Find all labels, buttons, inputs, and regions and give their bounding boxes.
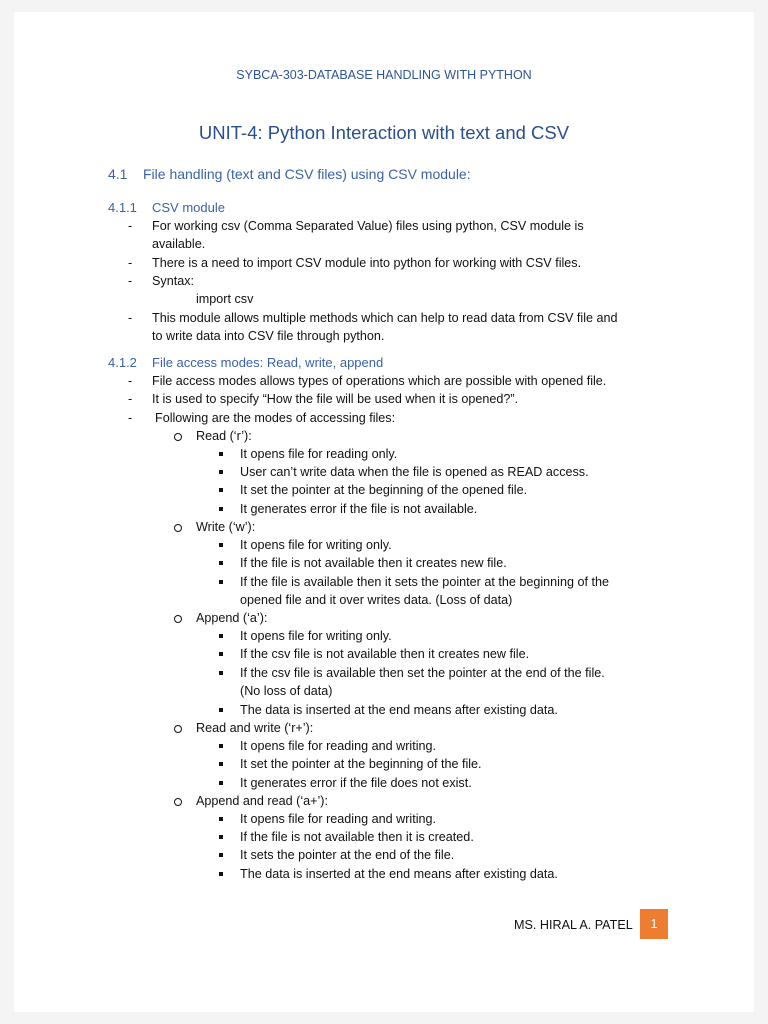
- mode-name-read: Read (‘r’):: [196, 429, 252, 443]
- square-bullet-icon: [219, 762, 223, 766]
- square-bullet-icon: [219, 781, 223, 785]
- dash-bullet: -: [128, 311, 133, 325]
- square-bullet-icon: [219, 652, 223, 656]
- list-item: There is a need to import CSV module into python for working with CSV files.: [152, 256, 582, 270]
- square-bullet-icon: [219, 853, 223, 857]
- subsection-heading-csv-module: [108, 200, 225, 215]
- square-bullet-icon: [219, 744, 223, 748]
- mode-name-write: Write (‘w’):: [196, 520, 256, 534]
- code-line: import csv: [196, 292, 254, 306]
- mode-point: It opens file for reading and writing.: [240, 812, 437, 826]
- circle-bullet-icon: [174, 725, 182, 733]
- dash-bullet: -: [128, 374, 133, 388]
- subsection-title: CSV module: [152, 200, 225, 215]
- circle-bullet-icon: [174, 524, 182, 532]
- list-item: For working csv (Comma Separated Value) files using python, CSV module is: [152, 219, 584, 233]
- square-bullet-icon: [219, 580, 223, 584]
- mode-point-continuation: opened file and it over writes data. (Loss of data): [240, 593, 513, 607]
- document-page: [14, 12, 754, 1012]
- circle-bullet-icon: [174, 798, 182, 806]
- mode-point: If the file is not available then it is created.: [240, 830, 474, 844]
- square-bullet-icon: [219, 634, 223, 638]
- subsection-number: 4.1.2: [108, 355, 137, 370]
- mode-point: If the csv file is available then set the pointer at the end of the file.: [240, 666, 605, 680]
- mode-name-read-write: Read and write (‘r+’):: [196, 721, 314, 735]
- mode-point: The data is inserted at the end means after existing data.: [240, 703, 558, 717]
- list-item: This module allows multiple methods which can help to read data from CSV file and: [152, 311, 618, 325]
- list-item: File access modes allows types of operations which are possible with opened file.: [152, 374, 607, 388]
- footer-author: MS. HIRAL A. PATEL: [514, 918, 633, 932]
- mode-point: It generates error if the file does not exist.: [240, 776, 472, 790]
- mode-point-continuation: (No loss of data): [240, 684, 333, 698]
- mode-point: If the csv file is not available then it creates new file.: [240, 647, 530, 661]
- list-item-continuation: available.: [152, 237, 206, 251]
- mode-point: It opens file for writing only.: [240, 629, 392, 643]
- square-bullet-icon: [219, 671, 223, 675]
- mode-point: It set the pointer at the beginning of the opened file.: [240, 483, 528, 497]
- mode-point: It generates error if the file is not available.: [240, 502, 478, 516]
- square-bullet-icon: [219, 561, 223, 565]
- dash-bullet: -: [128, 274, 133, 288]
- dash-bullet: -: [128, 256, 133, 270]
- page-number-badge: 1: [640, 909, 668, 939]
- mode-point: It opens file for reading and writing.: [240, 739, 437, 753]
- mode-point: If the file is not available then it creates new file.: [240, 556, 507, 570]
- mode-point: If the file is available then it sets the pointer at the beginning of the: [240, 575, 609, 589]
- mode-point: It opens file for reading only.: [240, 447, 398, 461]
- list-item: It is used to specify “How the file will be used when it is opened?”.: [152, 392, 519, 406]
- square-bullet-icon: [219, 817, 223, 821]
- dash-bullet: -: [128, 411, 133, 425]
- section-heading: [108, 166, 471, 182]
- mode-point: The data is inserted at the end means after existing data.: [240, 867, 558, 881]
- mode-point: User can’t write data when the file is opened as READ access.: [240, 465, 589, 479]
- section-title: File handling (text and CSV files) using CSV module:: [143, 166, 471, 182]
- list-item: Following are the modes of accessing files:: [155, 411, 396, 425]
- mode-name-append-read: Append and read (‘a+’):: [196, 794, 328, 808]
- square-bullet-icon: [219, 507, 223, 511]
- circle-bullet-icon: [174, 615, 182, 623]
- page-title: UNIT-4: Python Interaction with text and CSV: [198, 122, 570, 143]
- square-bullet-icon: [219, 708, 223, 712]
- dash-bullet: -: [128, 392, 133, 406]
- dash-bullet: -: [128, 219, 133, 233]
- square-bullet-icon: [219, 872, 223, 876]
- square-bullet-icon: [219, 452, 223, 456]
- mode-name-append: Append (‘a’):: [196, 611, 268, 625]
- square-bullet-icon: [219, 543, 223, 547]
- running-header: SYBCA-303-DATABASE HANDLING WITH PYTHON: [236, 68, 532, 82]
- subsection-title: File access modes: Read, write, append: [152, 355, 384, 370]
- section-number: 4.1: [108, 166, 128, 182]
- mode-point: It sets the pointer at the end of the file.: [240, 848, 455, 862]
- list-item: Syntax:: [152, 274, 194, 288]
- square-bullet-icon: [219, 835, 223, 839]
- subsection-number: 4.1.1: [108, 200, 137, 215]
- subsection-heading-access-modes: [108, 355, 383, 370]
- circle-bullet-icon: [174, 433, 182, 441]
- mode-point: It opens file for writing only.: [240, 538, 392, 552]
- square-bullet-icon: [219, 470, 223, 474]
- square-bullet-icon: [219, 488, 223, 492]
- list-item-continuation: to write data into CSV file through python.: [152, 329, 385, 343]
- mode-point: It set the pointer at the beginning of the file.: [240, 757, 482, 771]
